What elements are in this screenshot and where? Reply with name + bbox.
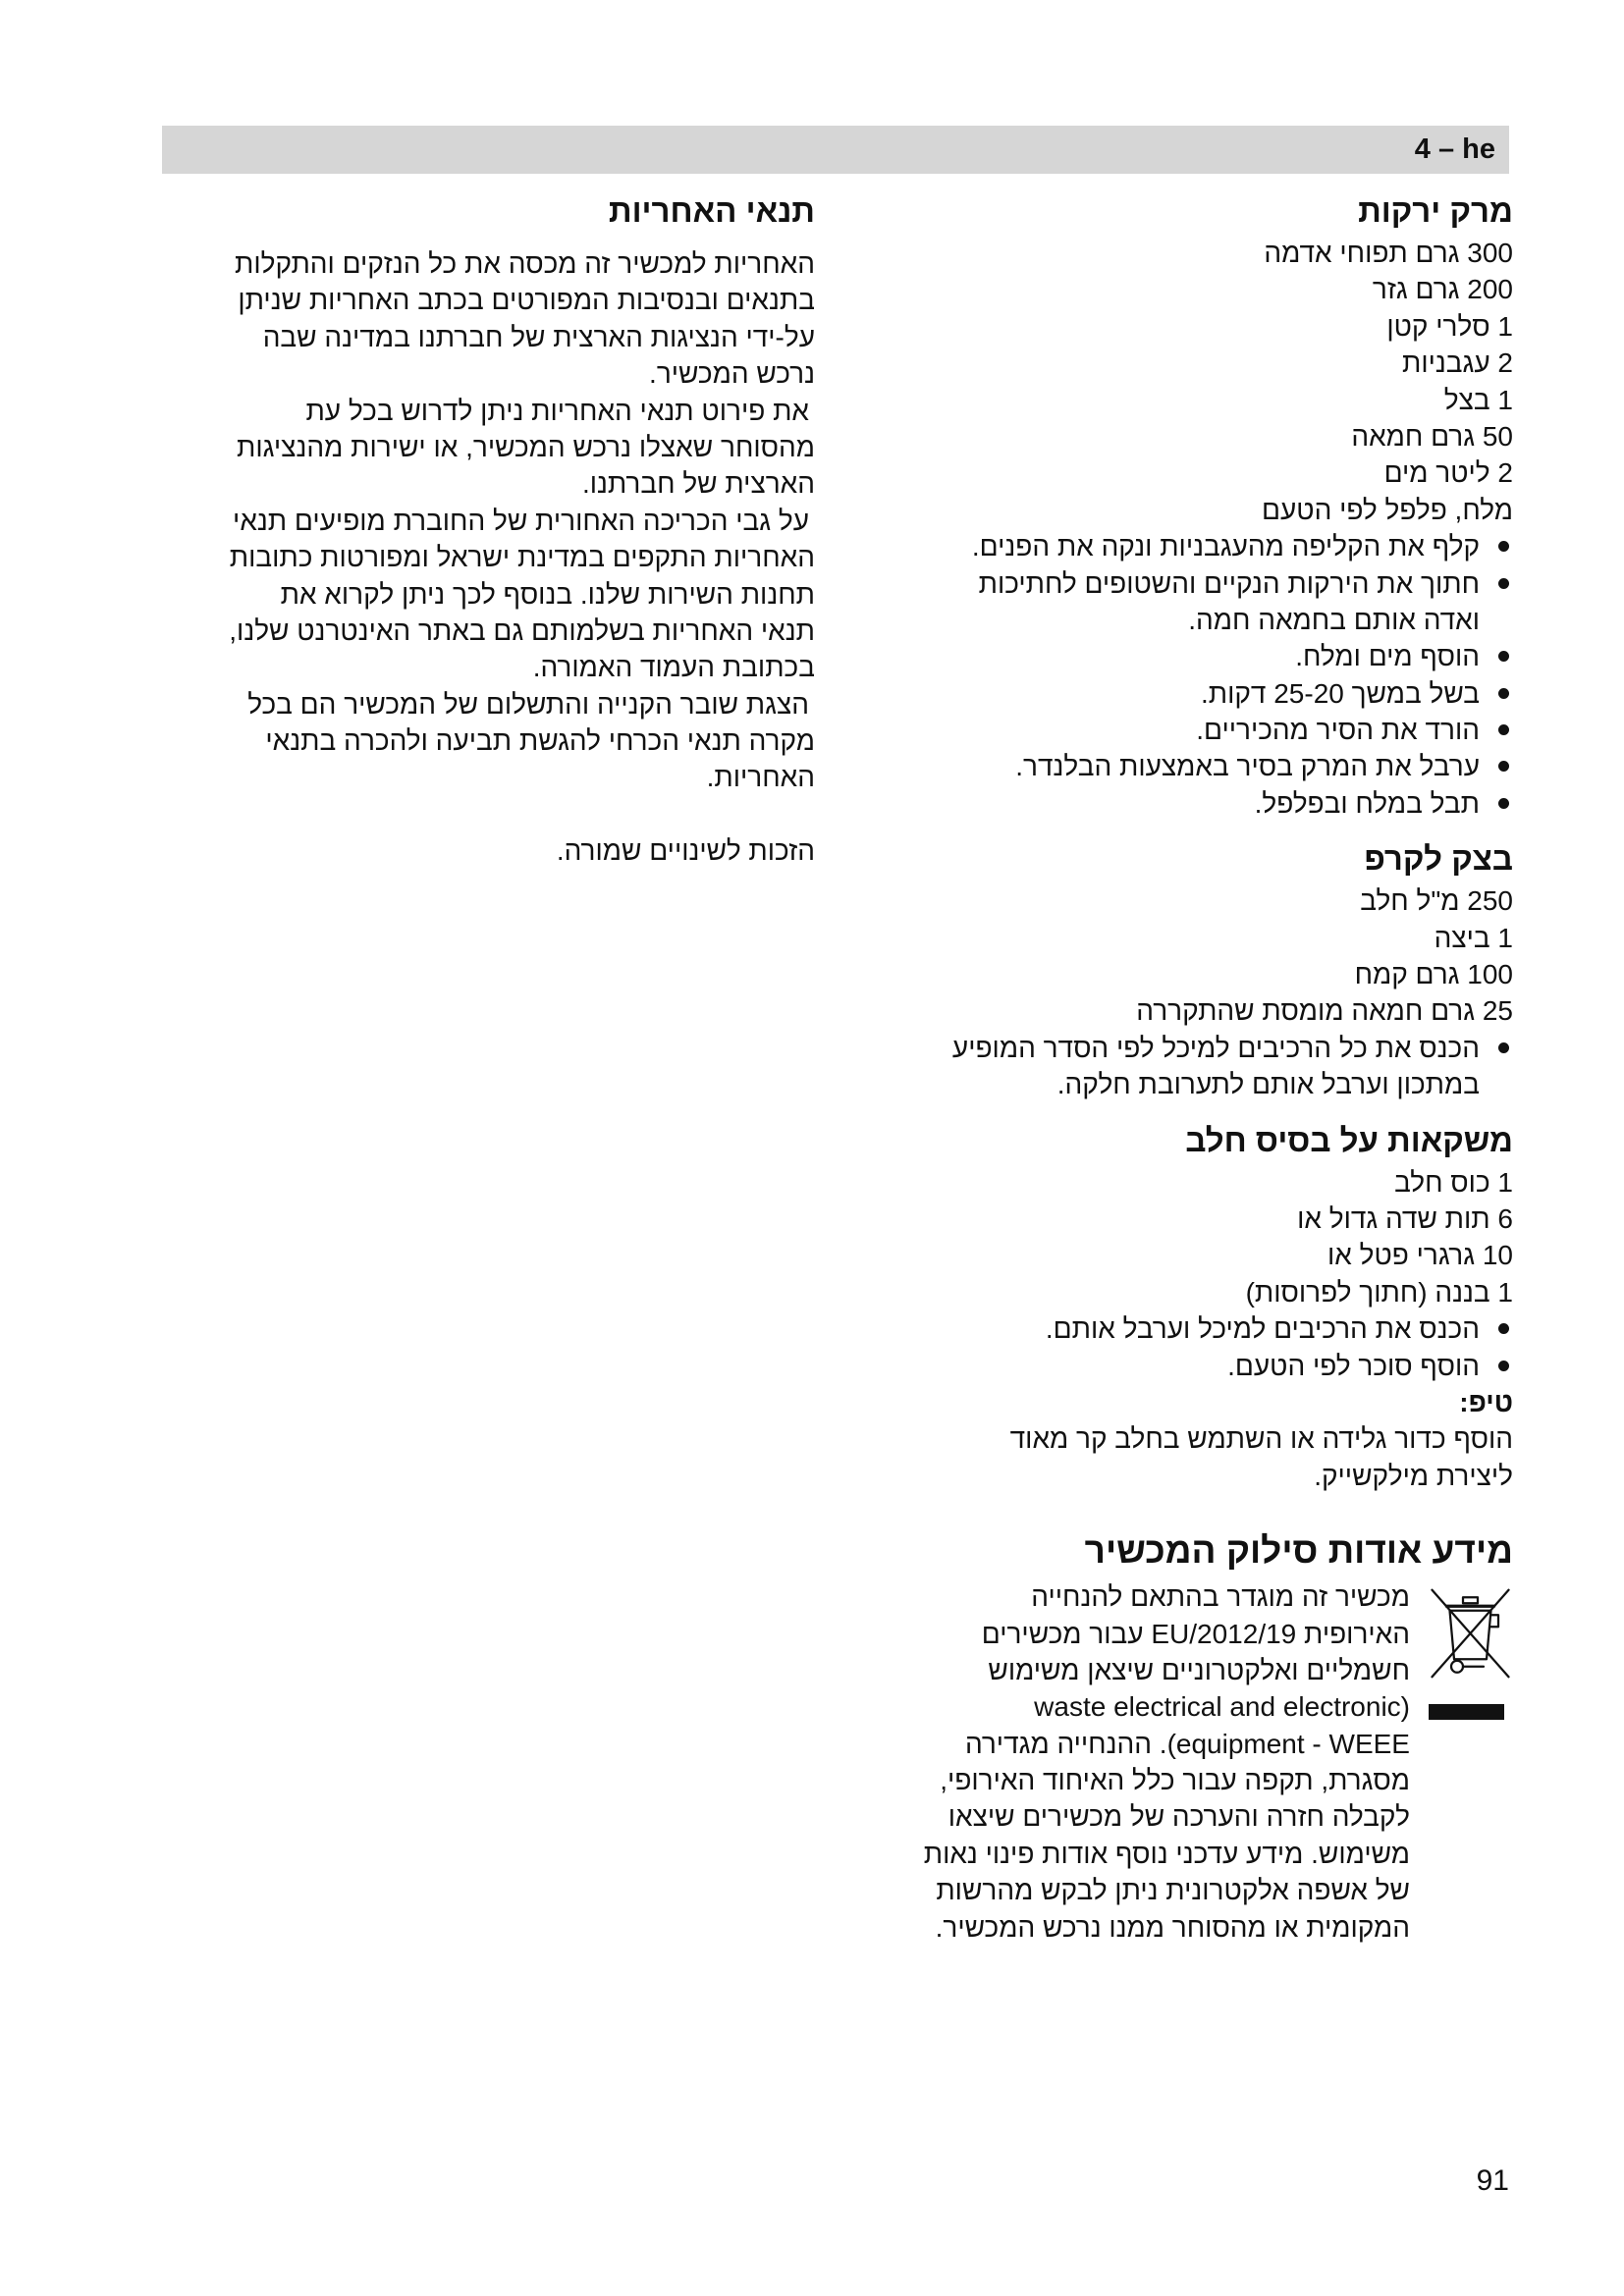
- warranty-line: על גבי הכריכה האחורית של החוברת מופיעים תנאי: [233, 505, 809, 536]
- rights-reserved-note: הזכות לשינויים שמורה.: [556, 835, 815, 867]
- tip-label: טיפ:: [1459, 1386, 1513, 1417]
- warranty-line: תחנות השירות שלנו. בנוסף לכך ניתן לקרוא את: [280, 578, 815, 610]
- bullet-item: [871, 748, 1513, 784]
- ingredient-line: 100 גרם קמח: [1354, 959, 1513, 990]
- bullet-item: [871, 1348, 1513, 1384]
- bullet-text-line: הוסף מים ומלח.: [1295, 641, 1480, 672]
- warranty-line: נרכש המכשיר.: [649, 358, 815, 390]
- recipe-vegetable-soup: [871, 187, 1513, 822]
- bullet-text-line: חתוך את הירקות הנקיים והשטופים לחתיכות: [978, 567, 1480, 599]
- bullet-dot-icon: [1498, 798, 1509, 809]
- bullet-dot-icon: [1498, 541, 1509, 552]
- warranty-terms: [162, 187, 815, 870]
- disposal-text: [871, 1578, 1513, 1946]
- ingredient-line: 2 ליטר מים: [1383, 457, 1513, 489]
- ingredient-line: 1 סלרי קטן: [1386, 310, 1513, 342]
- disposal-text-line: equipment - WEEE). ההנחייה מגדירה: [964, 1728, 1410, 1759]
- bullet-dot-icon: [1498, 1361, 1509, 1371]
- ingredient-line: 250 מ"ל חלב: [1360, 885, 1513, 917]
- warranty-line: על-ידי הנציגות הארצית של חברתנו במדינה שבה: [262, 321, 815, 352]
- ingredient-line: 200 גרם גזר: [1372, 274, 1513, 305]
- warranty-body: [162, 245, 815, 870]
- warranty-line: מקרה תנאי הכרחי להגשת תביעה ולהכרה בתנאי: [265, 725, 815, 757]
- ingredient-line: 10 גרגרי פטל או: [1326, 1240, 1513, 1271]
- bullet-text-line: הכנס את הרכיבים למיכל וערבל אותם.: [1045, 1313, 1480, 1345]
- page-number: 91: [1476, 2164, 1509, 2197]
- bullet-text-line: במתכון וערבל אותם לתערובת חלקה.: [1056, 1069, 1480, 1100]
- ingredient-line: 50 גרם חמאה: [1351, 420, 1513, 452]
- disposal-info: [871, 1523, 1513, 1946]
- tip-text: [871, 1420, 1513, 1494]
- bullet-text-line: הוסף סוכר לפי הטעם.: [1227, 1350, 1480, 1381]
- section-title: בצק לקרפ: [1364, 840, 1513, 878]
- page-header-bar: [162, 126, 1509, 174]
- bullet-item: [871, 1030, 1513, 1103]
- ingredient-line: 25 גרם חמאה מומסת שהתקררה: [1136, 995, 1513, 1027]
- section-title: מידע אודות סילוק המכשיר: [1084, 1530, 1513, 1572]
- ingredient-line: 300 גרם תפוחי אדמה: [1264, 238, 1513, 268]
- bullet-item: [871, 528, 1513, 564]
- warranty-line: מהסוחר שאצלו נרכש המכשיר, או ישירות מהנציגות: [237, 431, 815, 462]
- ingredient-list: [871, 1164, 1513, 1311]
- bullet-dot-icon: [1498, 724, 1509, 735]
- warranty-line: האחריות התקפים במדינת ישראל ומפורטות כתובות: [229, 542, 815, 573]
- ingredient-line: 1 בצל: [1443, 384, 1513, 415]
- bullet-item: [871, 565, 1513, 639]
- ingredient-line: 1 כוס חלב: [1394, 1166, 1513, 1198]
- ingredient-line: 2 עגבניות: [1401, 347, 1513, 379]
- recipe-crepe-batter: [871, 835, 1513, 1102]
- ingredient-list: [871, 235, 1513, 528]
- disposal-text-line: לקבלה חזרה והערכה של מכשירים שיצאו: [947, 1801, 1410, 1833]
- warranty-paragraph: [162, 393, 815, 503]
- bullet-dot-icon: [1498, 651, 1509, 662]
- section-title: משקאות על בסיס חלב: [1185, 1121, 1513, 1158]
- warranty-line: הארצית של חברתנו.: [581, 468, 815, 500]
- tip-line: הוסף כדור גלידה או השתמש בחלב קר מאוד: [1009, 1423, 1513, 1455]
- bullet-item: [871, 675, 1513, 712]
- disposal-text-line: (waste electrical and electronic: [1034, 1691, 1410, 1723]
- recipe-milk-drinks: [871, 1117, 1513, 1495]
- bullet-text-line: קלף את הקליפה מהעגבניות ונקה את הפנים.: [971, 531, 1480, 562]
- bullet-text-line: הכנס את כל הרכיבים למיכל לפי הסדר המופיע: [951, 1032, 1480, 1063]
- bullet-text-line: הורד את הסיר מהכיריים.: [1196, 715, 1480, 746]
- page-language-label: 4 – he: [1414, 133, 1495, 165]
- disposal-text-line: המקומית או מהסוחר ממנו נרכש המכשיר.: [935, 1911, 1410, 1943]
- bullet-text-line: ואדה אותם בחמאה חמה.: [1188, 604, 1480, 635]
- warranty-paragraph: [162, 503, 815, 686]
- disposal-text-line: מסגרת, תקפה עבור כלל האיחוד האירופי,: [940, 1765, 1410, 1796]
- left-column: [162, 187, 815, 870]
- disposal-text-line: האירופית EU/2012/19 עבור מכשירים: [981, 1618, 1410, 1649]
- bullet-dot-icon: [1498, 578, 1509, 589]
- section-title: תנאי האחריות: [608, 192, 815, 229]
- warranty-line: הצגת שובר הקנייה והתשלום של המכשיר הם בכל: [247, 688, 809, 720]
- disposal-body: [871, 1578, 1513, 1946]
- step-list: [871, 528, 1513, 822]
- bullet-dot-icon: [1498, 761, 1509, 772]
- bullet-item: [871, 785, 1513, 822]
- bullet-text-line: ערבל את המרק בסיר באמצעות הבלנדר.: [1015, 751, 1480, 782]
- warranty-line: בכתובת העמוד האמורה.: [532, 652, 815, 683]
- disposal-text-line: חשמליים ואלקטרוניים שיצאן משימוש: [988, 1654, 1410, 1685]
- bullet-dot-icon: [1498, 1323, 1509, 1334]
- bullet-text-line: בשל במשך 25-20 דקות.: [1201, 677, 1480, 709]
- disposal-text-line: משימוש. מידע עדכני נוסף אודות פינוי נאות: [923, 1838, 1410, 1869]
- ingredient-line: מלח, פלפל לפי הטעם: [1262, 494, 1513, 525]
- warranty-paragraph: [162, 245, 815, 393]
- ingredient-line: 1 ביצה: [1434, 922, 1513, 953]
- crossed-out-wheelie-bin-icon: [1428, 1585, 1513, 1682]
- warranty-paragraph: [162, 686, 815, 796]
- bullet-dot-icon: [1498, 688, 1509, 699]
- ingredient-line: 1 בננה (חתוך לפרוסות): [1245, 1276, 1513, 1308]
- warranty-line: האחריות.: [706, 762, 815, 793]
- disposal-text-line: של אשפה אלקטרונית ניתן לבקש מהרשות: [936, 1875, 1410, 1906]
- bullet-item: [871, 1310, 1513, 1347]
- right-column: [871, 187, 1513, 1946]
- step-list: [871, 1030, 1513, 1103]
- ingredient-list: [871, 882, 1513, 1030]
- warranty-line: את פירוט תנאי האחריות ניתן לדרוש בכל עת: [305, 395, 809, 426]
- bullet-dot-icon: [1498, 1042, 1509, 1053]
- tip-line: ליצירת מילקשייק.: [1314, 1460, 1513, 1491]
- warranty-line: האחריות למכשיר זה מכסה את כל הנזקים והתקלות: [235, 248, 815, 279]
- disposal-text-line: מכשיר זה מוגדר בהתאם להנחייה: [1031, 1581, 1410, 1613]
- warranty-line: תנאי האחריות בשלמותם גם באתר האינטרנט שלנו,: [229, 614, 815, 646]
- bullet-item: [871, 712, 1513, 748]
- weee-black-bar: [1429, 1704, 1504, 1720]
- section-title: מרק ירקות: [1358, 192, 1513, 229]
- bullet-item: [871, 638, 1513, 674]
- ingredient-line: 6 תות שדה גדול או: [1297, 1202, 1513, 1234]
- bullet-text-line: תבל במלח ובפלפל.: [1254, 787, 1480, 819]
- step-list: [871, 1310, 1513, 1384]
- warranty-line: בתנאים ובנסיבות המפורטים בכתב האחריות שניתן: [238, 285, 815, 316]
